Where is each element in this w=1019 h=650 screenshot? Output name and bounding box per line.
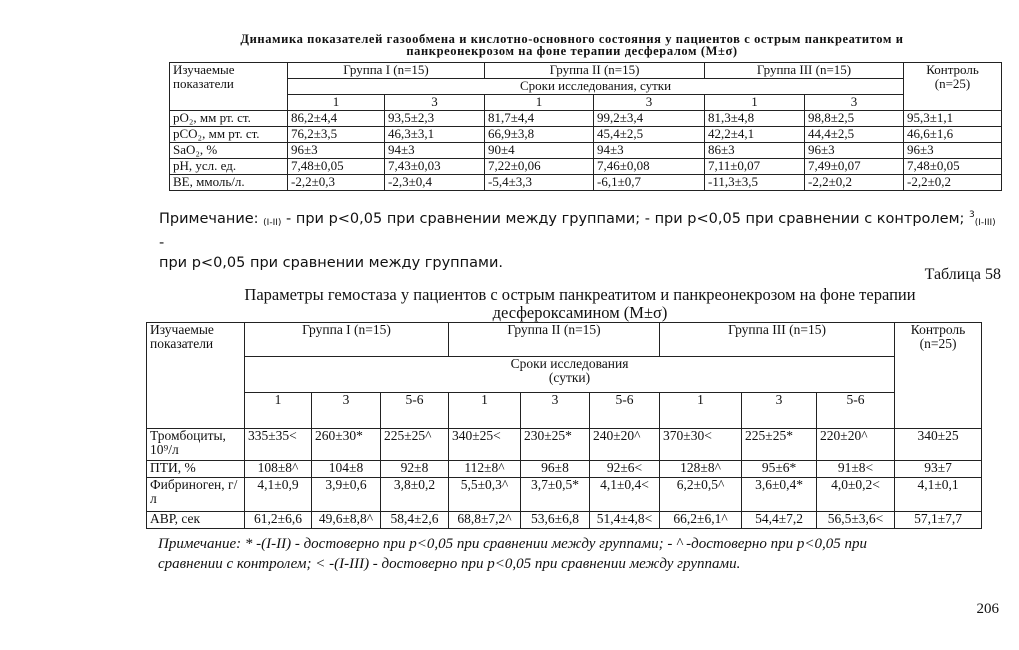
table-cell: 340±25<	[449, 429, 521, 461]
table-cell: 96±8	[521, 461, 590, 478]
table-cell: 4,1±0,9	[245, 478, 312, 512]
table2-day-header: 1	[449, 393, 521, 429]
table-cell: 370±30<	[660, 429, 742, 461]
table2-note	[158, 534, 998, 574]
table-cell: 4,1±0,1	[895, 478, 982, 512]
note-line1: Примечание: * -(I-II) - достоверно при p<0,05 при сравнении между группами; - ^ -достоверно при p<0,05 при	[158, 536, 867, 552]
table-row	[170, 175, 1002, 191]
table2-title	[200, 286, 960, 322]
table-row	[147, 512, 982, 529]
table-row	[170, 127, 1002, 143]
table1-day-header: 3	[805, 95, 904, 111]
table-cell: 3,6±0,4*	[742, 478, 817, 512]
table-cell: 96±3	[288, 143, 385, 159]
table-cell: 46,3±3,1	[385, 127, 485, 143]
table-cell: 104±8	[312, 461, 381, 478]
row-label: BE, ммоль/л.	[170, 175, 288, 191]
table2-day-header: 5-6	[817, 393, 895, 429]
table-cell: 93±7	[895, 461, 982, 478]
table-cell: 98,8±2,5	[805, 111, 904, 127]
table-cell: 220±20^	[817, 429, 895, 461]
table-cell: 340±25	[895, 429, 982, 461]
table-cell: 68,8±7,2^	[449, 512, 521, 529]
table-cell: 96±3	[805, 143, 904, 159]
table1-title-line2: панкреонекрозом на фоне терапии десфералом (M±σ)	[406, 44, 738, 58]
table2-day-header: 5-6	[590, 393, 660, 429]
table-cell: 95,3±1,1	[904, 111, 1002, 127]
row-label: АВР, сек	[147, 512, 245, 529]
table-cell: 7,48±0,05	[288, 159, 385, 175]
table-cell: -2,3±0,4	[385, 175, 485, 191]
terms-label-line1: Сроки исследования	[510, 356, 629, 371]
table-row	[170, 143, 1002, 159]
table-cell: 44,4±2,5	[805, 127, 904, 143]
table2-terms-label	[245, 357, 895, 393]
table-cell: -11,3±3,5	[705, 175, 805, 191]
table-cell: 225±25*	[742, 429, 817, 461]
table-cell: 128±8^	[660, 461, 742, 478]
row-label: Тромбоциты, 10⁹/л	[147, 429, 245, 461]
table1-day-header: 1	[705, 95, 805, 111]
table-cell: 93,5±2,3	[385, 111, 485, 127]
table-cell: 240±20^	[590, 429, 660, 461]
table-cell: 7,22±0,06	[485, 159, 594, 175]
table1-group-header: Группа III (n=15)	[705, 63, 904, 79]
row-label: pH, усл. ед.	[170, 159, 288, 175]
table-cell: 81,7±4,4	[485, 111, 594, 127]
table-cell: 45,4±2,5	[594, 127, 705, 143]
table-cell: 53,6±6,8	[521, 512, 590, 529]
table-cell: 76,2±3,5	[288, 127, 385, 143]
table-number: Таблица 58	[924, 266, 1001, 283]
table-cell: -2,2±0,3	[288, 175, 385, 191]
table2-day-header: 3	[521, 393, 590, 429]
table-cell: 46,6±1,6	[904, 127, 1002, 143]
table-cell: 335±35<	[245, 429, 312, 461]
table-cell: 51,4±4,8<	[590, 512, 660, 529]
table1-title	[172, 33, 972, 57]
table-cell: 4,1±0,4<	[590, 478, 660, 512]
note-prefix: Примечание:	[159, 211, 259, 227]
table-cell: -2,2±0,2	[805, 175, 904, 191]
table-cell: 56,5±3,6<	[817, 512, 895, 529]
table-row	[147, 478, 982, 512]
table1-header-indicator: Изучаемые показатели	[170, 63, 288, 111]
table1-group-header: Группа II (n=15)	[485, 63, 705, 79]
row-label: pO₂, мм рт. ст.	[170, 111, 288, 127]
table2-control-header: Контроль (n=25)	[895, 323, 982, 429]
table-cell: 94±3	[385, 143, 485, 159]
table-cell: -2,2±0,2	[904, 175, 1002, 191]
note-line2: сравнении с контролем; < -(I-III) - достоверно при p<0,05 при сравнении между группами.	[158, 556, 741, 572]
table-cell: 99,2±3,4	[594, 111, 705, 127]
terms-label-line2: (сутки)	[548, 370, 591, 386]
table-cell: 3,7±0,5*	[521, 478, 590, 512]
table1-day-header: 3	[594, 95, 705, 111]
table-cell: 112±8^	[449, 461, 521, 478]
table-cell: 3,9±0,6	[312, 478, 381, 512]
table-row	[147, 461, 982, 478]
table1-title-line1: Динамика показателей газообмена и кислотно-основного состояния у пациентов с острым панкреатитом и	[240, 32, 904, 46]
table-cell: 54,4±7,2	[742, 512, 817, 529]
note-subscript: (I-III)	[974, 218, 996, 228]
table-cell: 96±3	[904, 143, 1002, 159]
table-row	[147, 429, 982, 461]
note-superscript: 3	[969, 210, 975, 220]
table-cell: 57,1±7,7	[895, 512, 982, 529]
table-cell: 7,49±0,07	[805, 159, 904, 175]
table-cell: 66,9±3,8	[485, 127, 594, 143]
note-text: -	[159, 235, 165, 251]
table-cell: 5,5±0,3^	[449, 478, 521, 512]
table-cell: 94±3	[594, 143, 705, 159]
table2-group-header: Группа I (n=15)	[245, 323, 449, 357]
table-cell: 7,43±0,03	[385, 159, 485, 175]
table-cell: 7,46±0,08	[594, 159, 705, 175]
table-cell: 86±3	[705, 143, 805, 159]
table-cell: 86,2±4,4	[288, 111, 385, 127]
gas-exchange-table	[169, 62, 1002, 191]
note-text: - при p<0,05 при сравнении между группами; - при p<0,05 при сравнении с контролем;	[281, 211, 965, 227]
table-cell: 95±6*	[742, 461, 817, 478]
table-row	[170, 111, 1002, 127]
table1-group-header: Группа I (n=15)	[288, 63, 485, 79]
table-cell: 92±8	[381, 461, 449, 478]
table2-group-header: Группа III (n=15)	[660, 323, 895, 357]
table1-day-header: 1	[288, 95, 385, 111]
table2-title-line2: десфероксамином (M±σ)	[492, 303, 668, 322]
table-cell: 61,2±6,6	[245, 512, 312, 529]
note-subscript: (I-II)	[263, 218, 282, 228]
table-cell: 92±6<	[590, 461, 660, 478]
row-label: pCO₂, мм рт. ст.	[170, 127, 288, 143]
row-label: Фибриноген, г/л	[147, 478, 245, 512]
table1-terms-label: Сроки исследования, сутки	[288, 79, 904, 95]
table-cell: 91±8<	[817, 461, 895, 478]
table-cell: 260±30*	[312, 429, 381, 461]
table-cell: 6,2±0,5^	[660, 478, 742, 512]
table-row	[170, 159, 1002, 175]
page-number: 206	[976, 601, 999, 617]
table-cell: 42,2±4,1	[705, 127, 805, 143]
table2-day-header: 3	[312, 393, 381, 429]
table1-control-header: Контроль (n=25)	[904, 63, 1002, 111]
table-cell: 81,3±4,8	[705, 111, 805, 127]
table2-day-header: 5-6	[381, 393, 449, 429]
table-cell: -6,1±0,7	[594, 175, 705, 191]
table1-day-header: 1	[485, 95, 594, 111]
table2-day-header: 3	[742, 393, 817, 429]
table-cell: 225±25^	[381, 429, 449, 461]
table-cell: 3,8±0,2	[381, 478, 449, 512]
table-cell: 7,48±0,05	[904, 159, 1002, 175]
table-cell: 90±4	[485, 143, 594, 159]
table2-header-indicator: Изучаемые показатели	[147, 323, 245, 429]
table-cell: -5,4±3,3	[485, 175, 594, 191]
row-label: SaO₂, %	[170, 143, 288, 159]
row-label: ПТИ, %	[147, 461, 245, 478]
table2-day-header: 1	[245, 393, 312, 429]
table-cell: 66,2±6,1^	[660, 512, 742, 529]
table2-group-header: Группа II (n=15)	[449, 323, 660, 357]
table1-day-header: 3	[385, 95, 485, 111]
hemostasis-table	[146, 322, 982, 529]
table1-note	[159, 205, 1004, 273]
table-cell: 49,6±8,8^	[312, 512, 381, 529]
table2-title-line1: Параметры гемостаза у пациентов с острым панкреатитом и панкреонекрозом на фоне терапии	[244, 285, 916, 304]
note-line2: при p<0,05 при сравнении между группами.	[159, 255, 503, 271]
table-cell: 230±25*	[521, 429, 590, 461]
table2-day-header: 1	[660, 393, 742, 429]
table-cell: 4,0±0,2<	[817, 478, 895, 512]
table-cell: 7,11±0,07	[705, 159, 805, 175]
table-cell: 58,4±2,6	[381, 512, 449, 529]
table-cell: 108±8^	[245, 461, 312, 478]
